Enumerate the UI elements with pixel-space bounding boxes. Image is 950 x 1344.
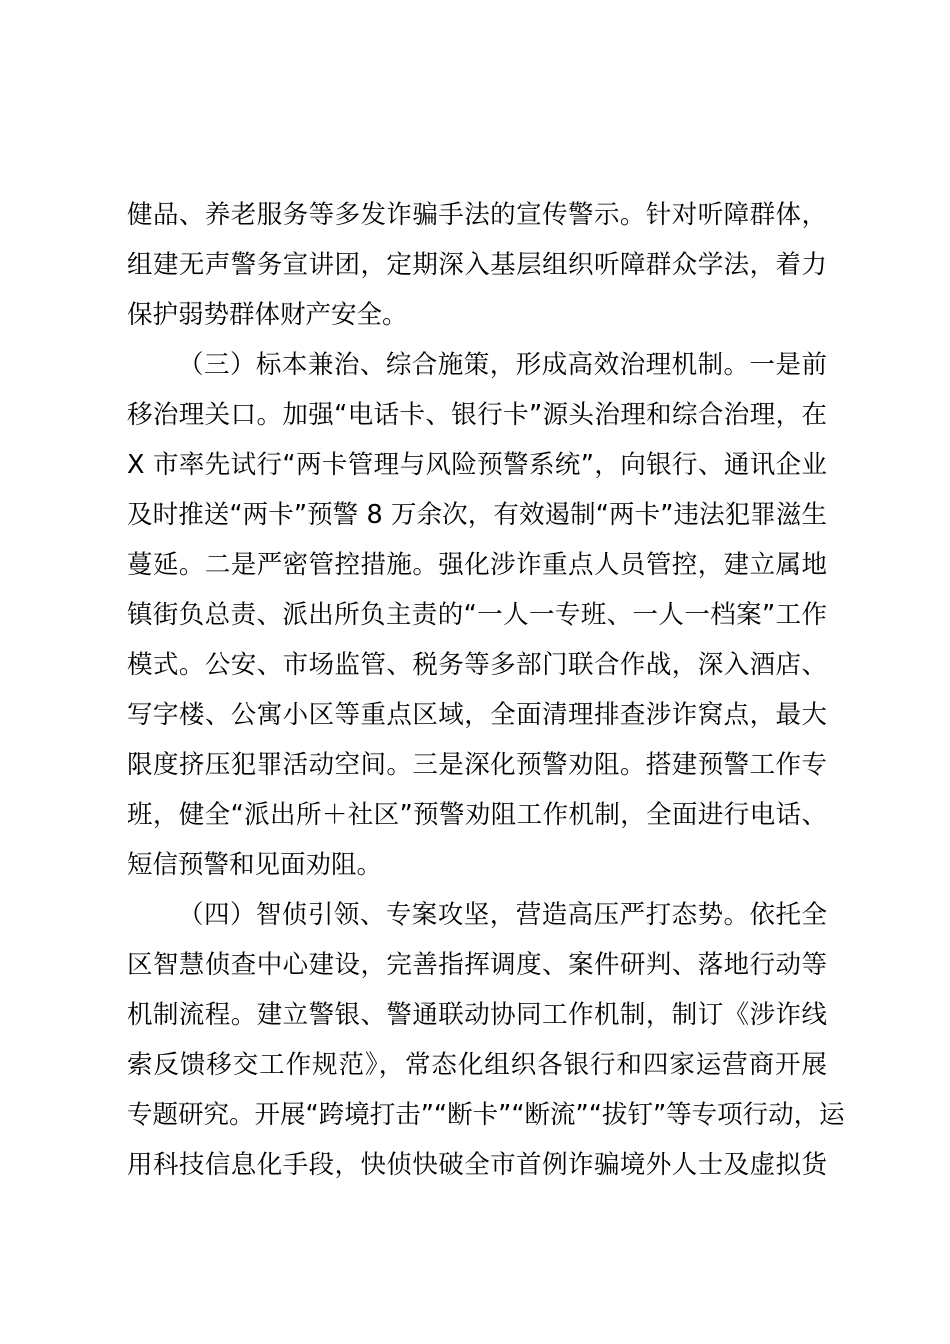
text-line: 机制流程。建立警银、警通联动协同工作机制，制订《涉诈线 — [127, 1000, 827, 1030]
paragraph-3 — [127, 890, 845, 1190]
text-line: 区智慧侦查中心建设，完善指挥调度、案件研判、落地行动等 — [127, 950, 827, 980]
text-line: 专题研究。开展“跨境打击”“断卡”“断流”“拔钉”等专项行动，运 — [127, 1100, 845, 1130]
text-line: 镇街负总责、派出所负主责的“一人一专班、一人一档案”工作 — [127, 600, 827, 630]
text-line: （四）智侦引领、专案攻坚，营造高压严打态势。依托全 — [178, 900, 827, 930]
text-line: 保护弱势群体财产安全。 — [127, 300, 408, 330]
text-line: （三）标本兼治、综合施策，形成高效治理机制。一是前 — [178, 350, 827, 380]
text-line: 及时推送“两卡”预警 8 万余次，有效遏制“两卡”违法犯罪滋生 — [127, 500, 827, 530]
text-line: 组建无声警务宣讲团，定期深入基层组织听障群众学法，着力 — [127, 250, 827, 280]
text-line: 用科技信息化手段，快侦快破全市首例诈骗境外人士及虚拟货 — [127, 1150, 827, 1180]
text-line: 健品、养老服务等多发诈骗手法的宣传警示。针对听障群体， — [127, 200, 827, 230]
text-line: 模式。公安、市场监管、税务等多部门联合作战，深入酒店、 — [127, 650, 827, 680]
text-line: 移治理关口。加强“电话卡、银行卡”源头治理和综合治理，在 — [127, 400, 827, 430]
document-body — [127, 190, 845, 1190]
text-line: 短信预警和见面劝阻。 — [127, 850, 383, 880]
text-line: 限度挤压犯罪活动空间。三是深化预警劝阻。搭建预警工作专 — [127, 750, 827, 780]
text-line: 蔓延。二是严密管控措施。强化涉诈重点人员管控，建立属地 — [127, 550, 827, 580]
text-line: X 市率先试行“两卡管理与风险预警系统”，向银行、通讯企业 — [127, 450, 827, 480]
paragraph-2 — [127, 340, 827, 890]
text-line: 索反馈移交工作规范》，常态化组织各银行和四家运营商开展 — [127, 1050, 827, 1080]
text-line: 写字楼、公寓小区等重点区域，全面清理排查涉诈窝点，最大 — [127, 700, 827, 730]
text-line: 班，健全“派出所＋社区”预警劝阻工作机制，全面进行电话、 — [127, 800, 827, 830]
paragraph-1 — [127, 190, 827, 340]
